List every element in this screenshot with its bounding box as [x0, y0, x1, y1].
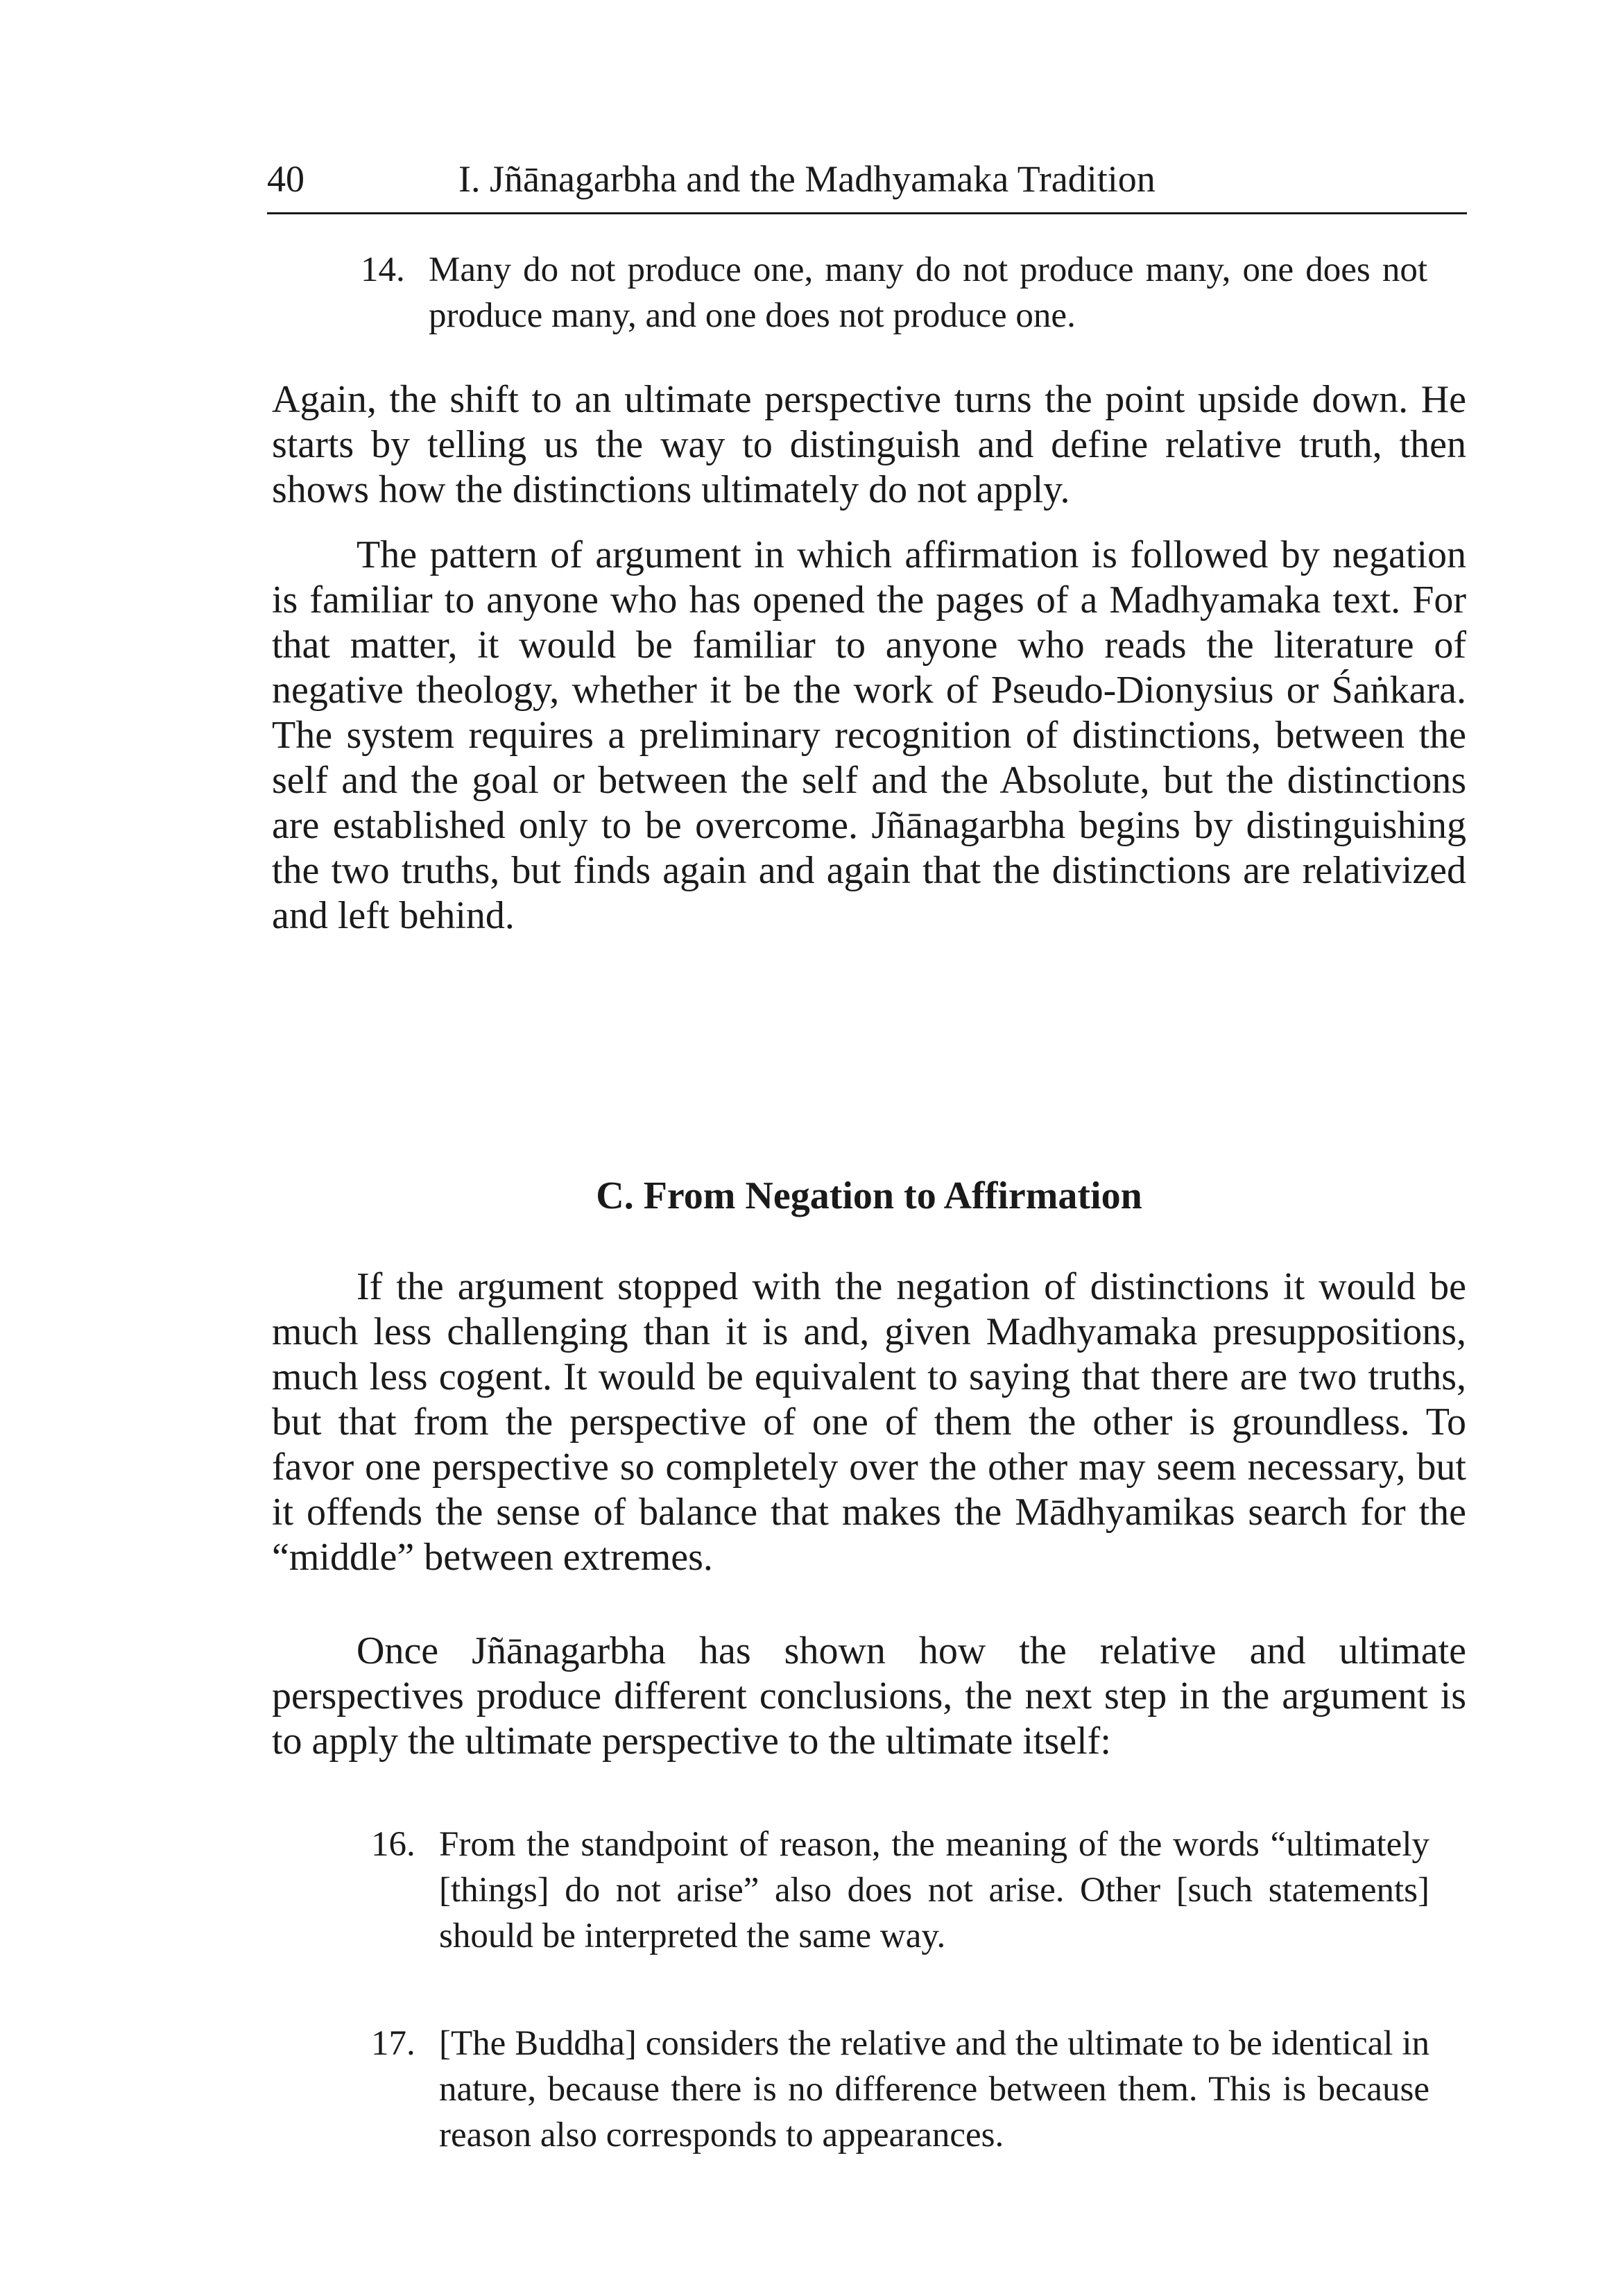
- running-head: [267, 151, 1467, 207]
- verse-text: [The Buddha] considers the relative and the ultimate to be identical in nature, because there is no difference between them. This is because reason also corresponds to appearances.: [439, 2024, 1429, 2154]
- paragraph: Once Jñānagarbha has shown how the relative and ultimate perspectives produce different conclusions, the next step in the argument is to apply the ultimate perspective to the ultimate itself:: [272, 1629, 1466, 1763]
- verse-14: [361, 247, 1427, 339]
- section-heading: C. From Negation to Affirmation: [596, 1174, 1142, 1217]
- page-number: 40: [267, 158, 304, 200]
- header-rule: [267, 212, 1467, 214]
- running-title: I. Jñānagarbha and the Madhyamaka Tradition: [458, 158, 1156, 200]
- paragraph: The pattern of argument in which affirmation is followed by negation is familiar to anyone who has opened the pages of a Madhyamaka text. For that matter, it would be familiar to anyone who reads the literature of negative theology, whether it be the work of Pseudo-Dionysius or Śaṅkara. The system requires a preliminary recognition of distinctions, between the self and the goal or between the self and the Absolute, but the distinctions are established only to be overcome. Jñānagarbha begins by distinguishing the two truths, but finds again and again that the distinctions are relativized and left behind.: [272, 533, 1466, 937]
- verse-number: 14.: [361, 250, 405, 289]
- paragraph: Again, the shift to an ultimate perspective turns the point upside down. He starts by telling us the way to distinguish and define relative truth, then shows how the distinctions ultimately do not apply.: [272, 378, 1466, 511]
- verse-17: [371, 2021, 1429, 2158]
- verse-number: 16.: [371, 1825, 415, 1864]
- verse-text: From the standpoint of reason, the meaning of the words “ultimately [things] do not arise” also does not arise. Other [such statements] should be interpreted the same way.: [439, 1825, 1429, 1955]
- paragraph: If the argument stopped with the negation of distinctions it would be much less challenging than it is and, given Madhyamaka presuppositions, much less cogent. It would be equivalent to saying that there are two truths, but that from the perspective of one of them the other is groundless. To favor one perspective so completely over the other may seem necessary, but it offends the sense of balance that makes the Mādhyamikas search for the “middle” between extremes.: [272, 1265, 1466, 1579]
- verse-text: Many do not produce one, many do not produce many, one does not produce many, and one does not produce one.: [429, 250, 1427, 335]
- verse-16: [371, 1822, 1429, 1959]
- verse-number: 17.: [371, 2024, 415, 2063]
